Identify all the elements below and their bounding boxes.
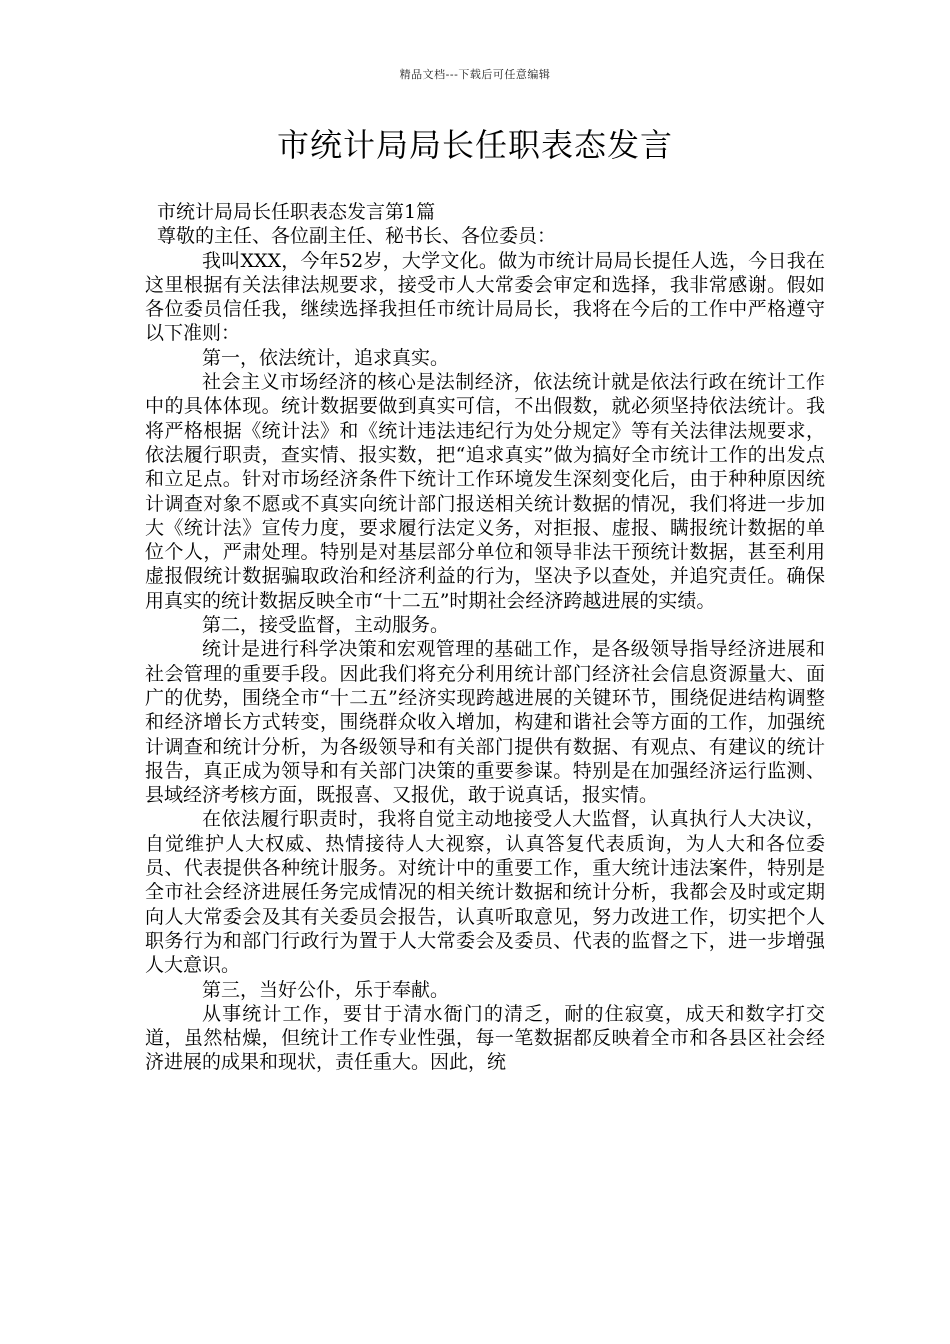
article-subtitle: 市统计局局长任职表态发言第1篇 <box>157 201 436 223</box>
section-heading-1: 第一，依法统计，追求真实。 <box>202 346 450 369</box>
section-heading-3: 第三，当好公仆，乐于奉献。 <box>202 978 450 1001</box>
salutation: 尊敬的主任、各位副主任、秘书长、各位委员： <box>157 225 557 248</box>
paragraph-section-2: 统计是进行科学决策和宏观管理的基础工作，是各级领导指导经济进展和社会管理的重要手段。因此我们将充分利用统计部门经济社会信息资源量大、面广的优势，围绕全市“十二五”经济实现跨越进展的关键环节，围绕促进结构调整和经济增长方式转变，围绕群众收入增加，构建和谐社会等方面的工作，加强统计调查和统计分析，为各级领导和有关部门提供有数据、有观点、有建议的统计报告，真正成为领导和有关部门决策的重要参谋。特别是在加强经济运行监测、县域经济考核方面，既报喜、又报优，敢于说真话，报实情。 <box>145 638 825 807</box>
section-heading-2: 第二，接受监督，主动服务。 <box>202 614 450 637</box>
document-title: 市统计局局长任职表态发言 <box>276 126 673 164</box>
paragraph-intro: 我叫XXX，今年52岁，大学文化。做为市统计局局长提任人选，今日我在这里根据有关法律法规要求，接受市人大常委会审定和选择，我非常感谢。假如各位委员信任我，继续选择我担任市统计局局长，我将在今后的工作中严格遵守以下准则： <box>145 249 825 345</box>
paragraph-supervision: 在依法履行职责时，我将自觉主动地接受人大监督，认真执行人大决议，自觉维护人大权威、热情接待人大视察，认真答复代表质询，为人大和各位委员、代表提供各种统计服务。对统计中的重要工作，重大统计违法案件，特别是全市社会经济进展任务完成情况的相关统计数据和统计分析，我都会及时或定期向人大常委会及其有关委员会报告，认真听取意见，努力改进工作，切实把个人职务行为和部门行政行为置于人大常委会及委员、代表的监督之下，进一步增强人大意识。 <box>145 808 825 977</box>
document-body <box>145 200 825 1075</box>
paragraph-section-3: 从事统计工作，要甘于清水衙门的清乏，耐的住寂寞，成天和数字打交道，虽然枯燥，但统计工作专业性强，每一笔数据都反映着全市和各县区社会经济进展的成果和现状，责任重大。因此，统 <box>145 1002 825 1074</box>
header-note: 精品文档---下载后可任意编辑 <box>399 68 551 81</box>
paragraph-section-1: 社会主义市场经济的核心是法制经济，依法统计就是依法行政在统计工作中的具体体现。统计数据要做到真实可信，不出假数，就必须坚持依法统计。我将严格根据《统计法》和《统计违法违纪行为处分规定》等有关法律法规要求，依法履行职责，查实情、报实数，把“追求真实”做为搞好全市统计工作的出发点和立足点。针对市场经济条件下统计工作环境发生深刻变化后，由于种种原因统计调查对象不愿或不真实向统计部门报送相关统计数据的情况，我们将进一步加大《统计法》宣传力度，要求履行法定义务，对拒报、虚报、瞒报统计数据的单位个人，严肃处理。特别是对基层部分单位和领导非法干预统计数据，甚至利用虚报假统计数据骗取政治和经济利益的行为，坚决予以查处，并追究责任。确保用真实的统计数据反映全市“十二五”时期社会经济跨越进展的实绩。 <box>145 371 825 612</box>
